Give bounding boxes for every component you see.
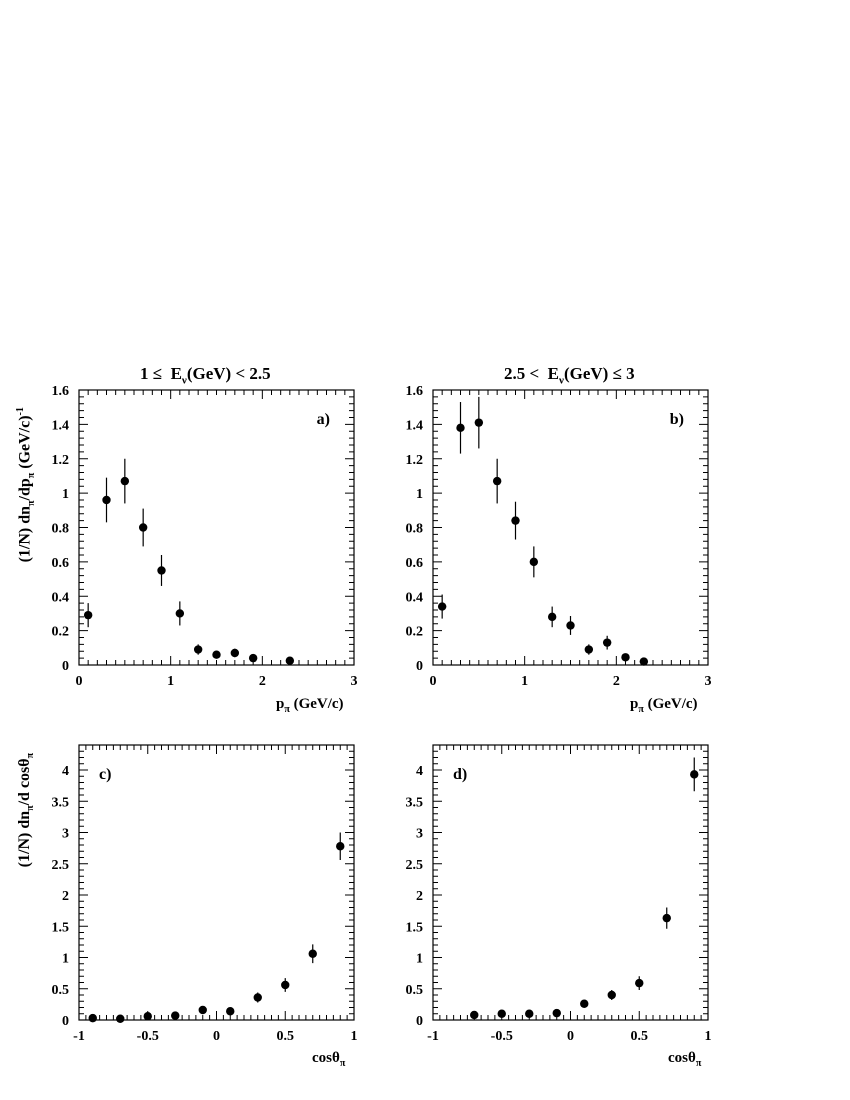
data-point <box>470 1011 478 1019</box>
x-tick-label: 1 <box>704 1029 712 1044</box>
data-point <box>608 991 616 999</box>
y-tick-label: 4 <box>416 764 423 779</box>
data-point <box>585 645 593 653</box>
x-tick-label: -1 <box>73 1029 85 1044</box>
y-tick-label: 1 <box>62 487 69 503</box>
y-tick-label: 2 <box>416 889 423 904</box>
data-point <box>212 650 220 658</box>
panel-label: c) <box>99 766 112 783</box>
x-tick-label: 2 <box>258 674 266 689</box>
data-point <box>438 602 446 610</box>
y-tick-label: 0.6 <box>405 555 423 571</box>
plot-frame <box>79 390 354 665</box>
y-tick-label: 1.6 <box>405 384 423 399</box>
x-axis-title-d: cosθ$_\pi$ <box>668 1050 702 1069</box>
panel-label: d) <box>453 766 468 783</box>
y-tick-label: 1.6 <box>51 384 69 399</box>
x-tick-label: 0.5 <box>276 1029 294 1044</box>
y-tick-label: 2.5 <box>51 857 69 873</box>
x-tick-label: -0.5 <box>490 1029 513 1044</box>
data-point <box>498 1010 506 1018</box>
y-tick-label: 2 <box>62 889 69 904</box>
data-point <box>231 649 239 657</box>
data-point <box>553 1009 561 1017</box>
y-tick-label: 3 <box>62 826 69 842</box>
data-point <box>226 1007 234 1015</box>
x-tick-label: 3 <box>350 674 358 689</box>
panel-label: a) <box>316 411 330 428</box>
data-point <box>456 424 464 432</box>
data-point <box>116 1015 124 1023</box>
y-tick-label: 0.5 <box>51 982 69 998</box>
data-point <box>171 1011 179 1019</box>
y-tick-label: 1.2 <box>51 452 69 468</box>
y-tick-label: 1.5 <box>405 920 423 936</box>
data-point <box>336 842 344 850</box>
y-tick-label: 1.2 <box>405 452 423 468</box>
data-point <box>530 558 538 566</box>
data-point <box>199 1006 207 1014</box>
x-tick-label: 0 <box>75 674 83 689</box>
y-tick-label: 3.5 <box>405 795 423 811</box>
y-tick-label: 0.5 <box>405 982 423 998</box>
y-tick-label: 0.4 <box>51 590 69 606</box>
y-tick-label: 4 <box>62 764 69 779</box>
data-point <box>139 523 147 531</box>
y-tick-label: 0.2 <box>51 624 69 640</box>
data-point <box>548 613 556 621</box>
panel-a <box>52 384 358 689</box>
data-point <box>309 950 317 958</box>
data-point <box>84 611 92 619</box>
x-tick-label: 2 <box>612 674 620 689</box>
data-point <box>493 477 501 485</box>
y-axis-title-top: (1/N) $dn_\pi/dp_\pi$ $(GeV/c)^{-1}$ <box>15 407 37 563</box>
y-tick-label: 1 <box>416 951 423 967</box>
data-point <box>144 1012 152 1020</box>
x-tick-label: -0.5 <box>136 1029 159 1044</box>
y-tick-label: 1.4 <box>405 418 423 434</box>
y-tick-label: 3 <box>416 826 423 842</box>
y-tick-label: 1.5 <box>51 920 69 936</box>
data-point <box>249 654 257 662</box>
data-point <box>89 1014 97 1022</box>
data-point <box>635 979 643 987</box>
data-point <box>102 496 110 504</box>
panel-label: b) <box>669 411 684 428</box>
y-tick-label: 1 <box>62 951 69 967</box>
x-tick-label: -1 <box>427 1029 439 1044</box>
x-axis-title-c: cosθ$_\pi$ <box>312 1050 346 1069</box>
data-point <box>621 653 629 661</box>
y-tick-label: 0.2 <box>405 624 423 640</box>
panel-c <box>52 745 358 1044</box>
x-tick-label: 3 <box>704 674 712 689</box>
data-point <box>176 609 184 617</box>
y-tick-label: 0.8 <box>51 521 69 537</box>
y-tick-label: 0 <box>62 659 69 674</box>
x-tick-label: 1 <box>350 1029 358 1044</box>
data-point <box>157 566 165 574</box>
data-point <box>281 981 289 989</box>
x-tick-label: 1 <box>521 674 529 689</box>
y-axis-title-bottom: (1/N) $dn_\pi/d$ cosθ$_\pi$ <box>15 752 37 868</box>
data-point <box>254 993 262 1001</box>
panel-d <box>406 745 712 1044</box>
data-point <box>690 770 698 778</box>
x-tick-label: 0 <box>429 674 437 689</box>
panel-b <box>406 384 712 689</box>
plot-frame <box>433 745 708 1020</box>
y-tick-label: 0 <box>416 659 423 674</box>
y-tick-label: 0 <box>416 1014 423 1029</box>
data-point <box>640 657 648 665</box>
data-point <box>603 638 611 646</box>
y-tick-label: 3.5 <box>51 795 69 811</box>
x-tick-label: 0 <box>213 1029 220 1044</box>
data-point <box>566 621 574 629</box>
column-title-right: $2.5 < E_\nu(GeV) \le 3$ <box>504 364 635 387</box>
data-point <box>121 477 129 485</box>
data-point <box>194 645 202 653</box>
y-tick-label: 0.4 <box>405 590 423 606</box>
y-tick-label: 1 <box>416 487 423 503</box>
y-tick-label: 0.8 <box>405 521 423 537</box>
x-axis-title-a: $p_\pi$ (GeV/c) <box>276 696 344 715</box>
data-point <box>286 657 294 665</box>
column-title-left: $1 \le E_\nu(GeV) < 2.5$ <box>140 364 271 387</box>
x-tick-label: 0.5 <box>630 1029 648 1044</box>
x-tick-label: 0 <box>567 1029 574 1044</box>
y-tick-label: 1.4 <box>51 418 69 434</box>
y-tick-label: 2.5 <box>405 857 423 873</box>
x-tick-label: 1 <box>167 674 175 689</box>
data-point <box>475 418 483 426</box>
data-point <box>525 1010 533 1018</box>
data-point <box>511 516 519 524</box>
plot-frame <box>79 745 354 1020</box>
y-tick-label: 0.6 <box>51 555 69 571</box>
y-tick-label: 0 <box>62 1014 69 1029</box>
data-point <box>580 1000 588 1008</box>
data-point <box>663 914 671 922</box>
x-axis-title-b: $p_\pi$ (GeV/c) <box>630 696 698 715</box>
